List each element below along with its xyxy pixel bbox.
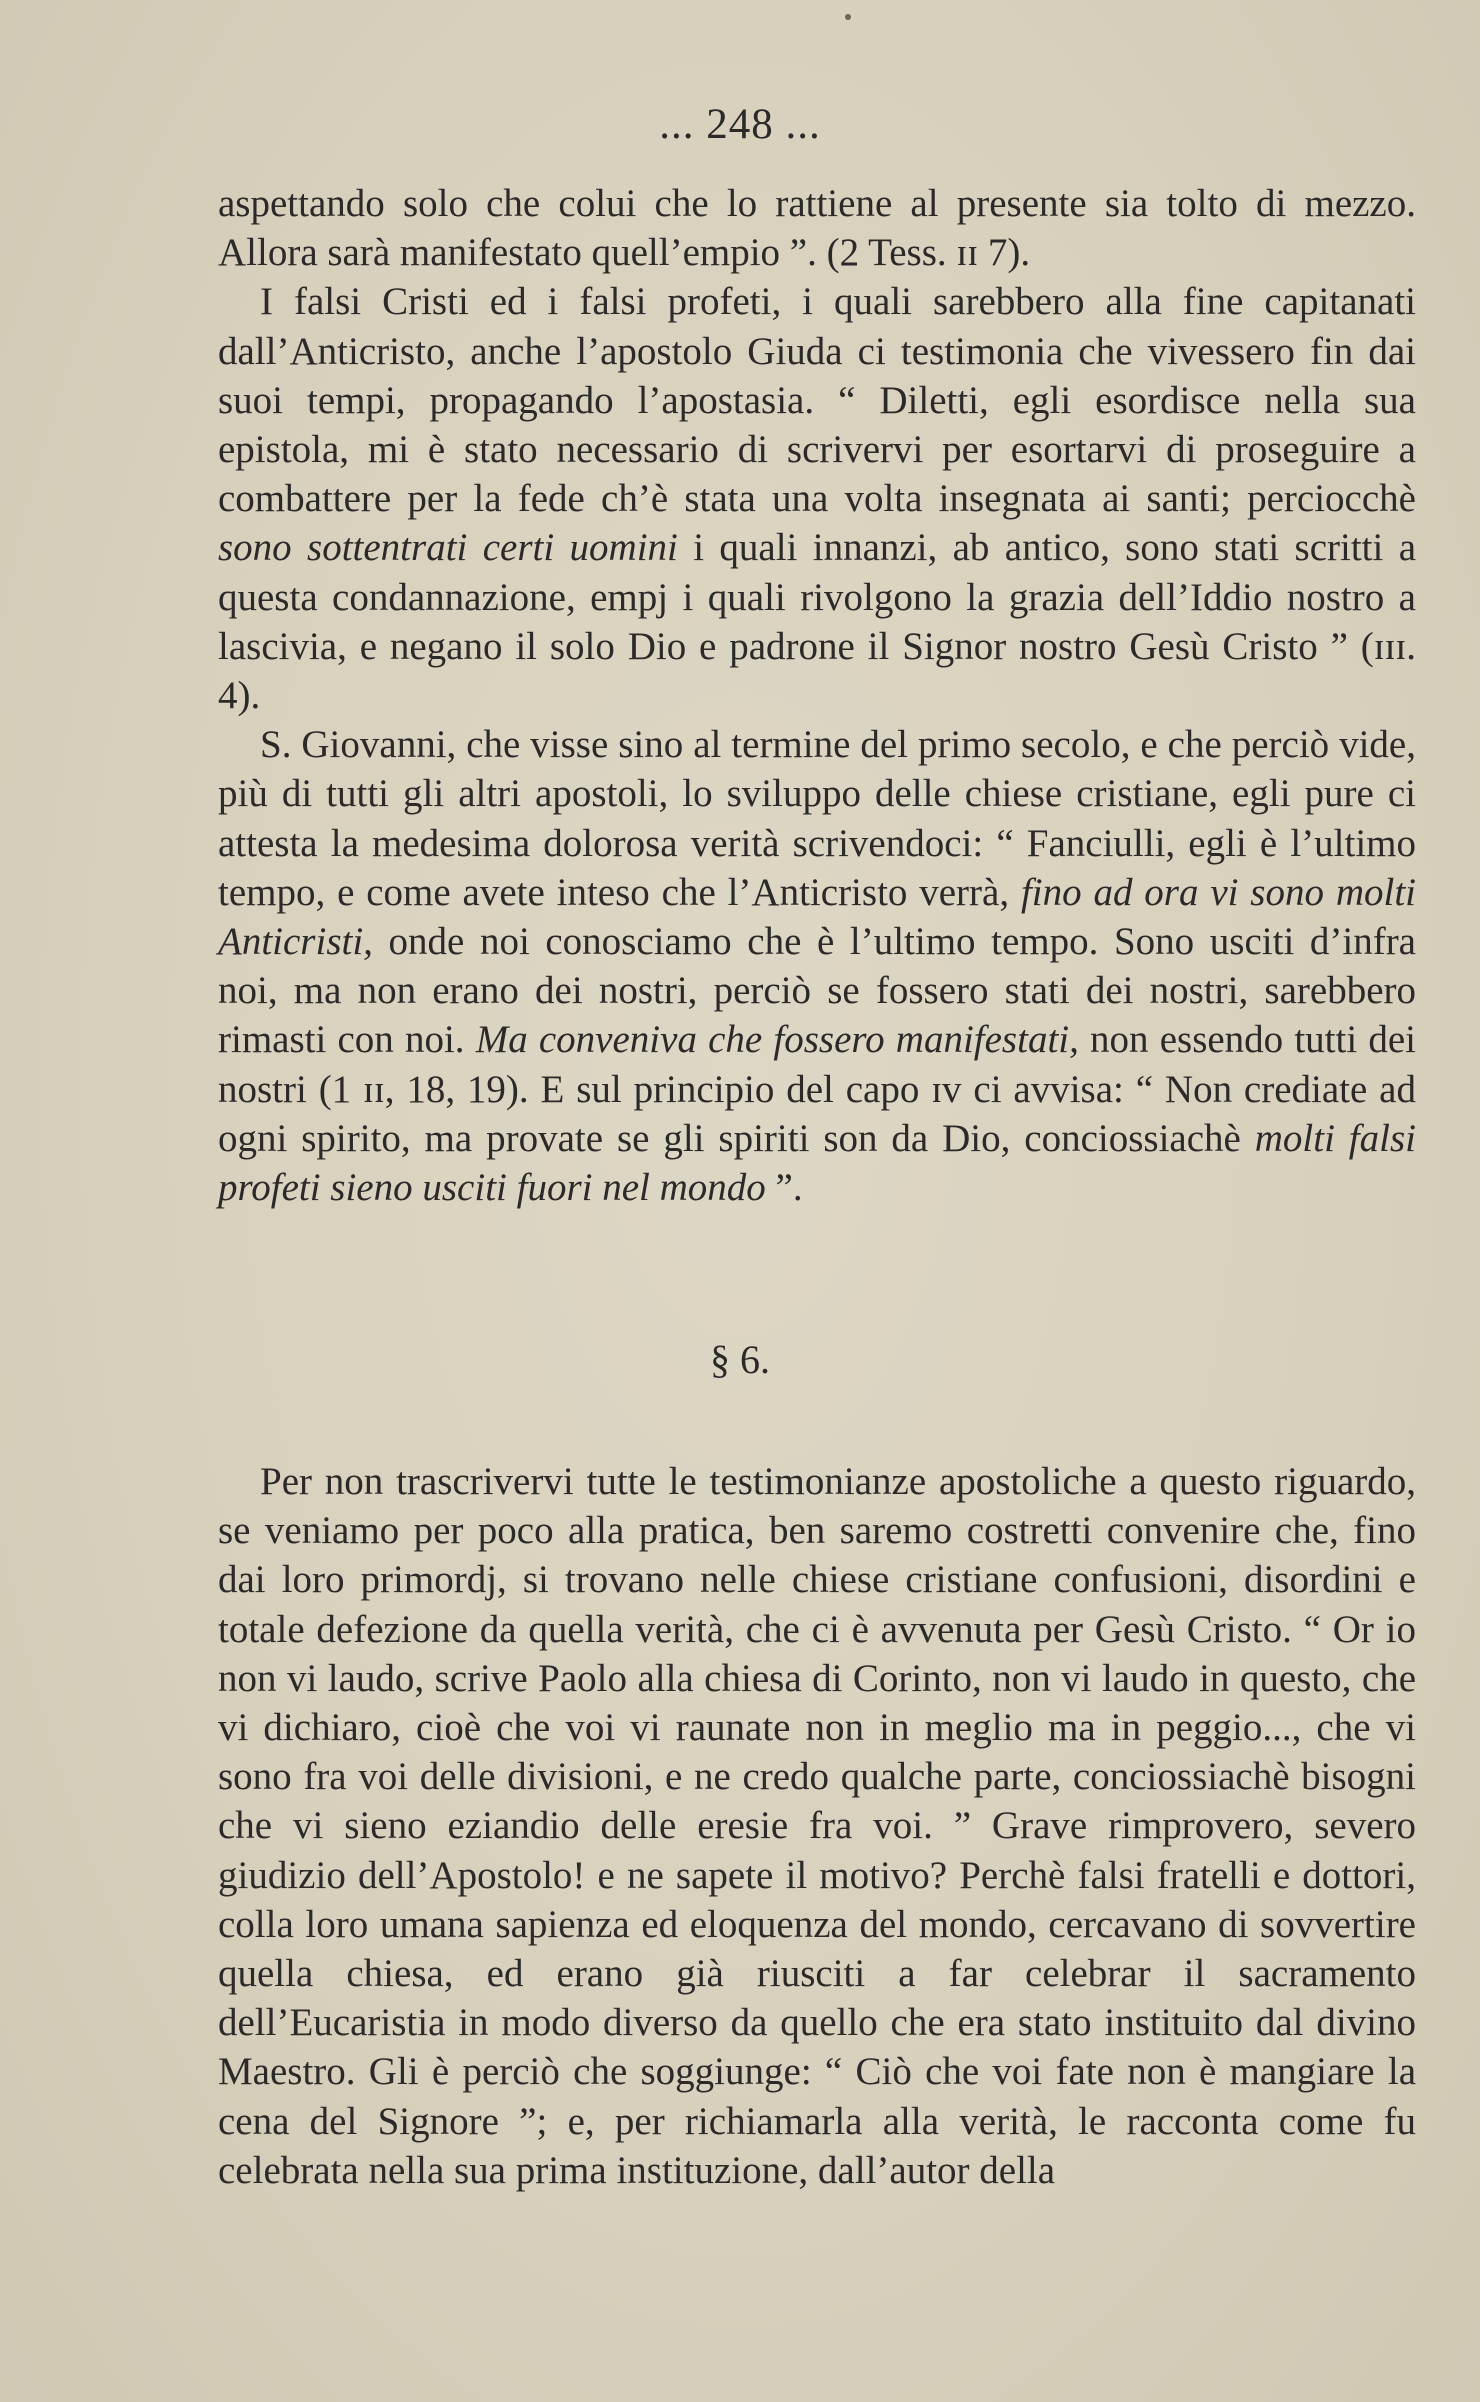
text-block-top: [218, 179, 1416, 1212]
page-number: ... 248 ...: [659, 101, 821, 148]
italic-emphasis: molti falsi profeti sieno usciti fuori nel mondo: [218, 1116, 1416, 1210]
paragraph-section-6: Per non trascrivervi tutte le testimonianze apostoliche a questo riguardo, se veniamo per poco alla pratica, ben saremo costretti convenire che, fino dai loro primordj, si trovano nelle chiese cristiane confusioni, disordini e totale defezione da quella verità, che ci è avvenuta per Gesù Cristo. “ Or io non vi laudo, scrive Paolo alla chiesa di Corinto, non vi laudo in questo, che vi dichiaro, cioè che voi vi raunate non in meglio ma in peggio..., che vi sono fra voi delle divisioni, e ne credo qualche parte, conciossiachè bisogni che vi sieno eziandio delle eresie fra voi. ” Grave rimprovero, severo giudizio dell’Apostolo! e ne sapete il motivo? Perchè falsi fratelli e dottori, colla loro umana sapienza ed eloquenza del mondo, cercavano di sovvertire quella chiesa, ed erano già riusciti a far celebrar il sacramento dell’Eucaristia in modo diverso da quello che era stato instituito dal divino Maestro. Gli è perciò che soggiunge: “ Ciò che voi fate non è mangiare la cena del Signore ”; e, per richiamarla alla verità, le racconta come fu celebrata nella sua prima instituzione, dall’autor della: [218, 1460, 1416, 2192]
paragraph-text: I falsi Cristi ed i falsi profeti, i quali sarebbero alla fine capitanati dall’Anticristo, anche l’apostolo Giuda ci testimonia che vivessero fin dai suoi tempi, propagando l’apostasia. “ Diletti, egli esordisce nella sua epistola, mi è stato necessario di scrivervi per esortarvi di proseguire a combattere per la fede ch’è stata una volta insegnata ai santi; perciocchè: [218, 280, 1416, 521]
paper-speck: [845, 14, 851, 20]
italic-emphasis: sono sottentrati certi uomini: [218, 526, 678, 570]
paragraph-giovanni: [218, 720, 1416, 1212]
paragraph-text: ”.: [765, 1166, 803, 1210]
paragraph-continuation: aspettando solo che colui che lo rattiene al presente sia tolto di mezzo. Allora sarà manifestato quell’empio ”. (2 Tess. ɪɪ 7).: [218, 182, 1416, 275]
text-block-bottom: [218, 1457, 1416, 2195]
paragraph-giuda: [218, 277, 1416, 720]
italic-emphasis: Ma conveniva che fossero manifestati,: [475, 1018, 1079, 1062]
paragraph-text: onde noi conosciamo che è l’ultimo tempo. Sono usciti d’infra noi, ma non erano dei nostri, perciò se fossero stati dei nostri, sarebbero rimasti con noi.: [218, 920, 1416, 1062]
section-heading: § 6.: [710, 1337, 770, 1382]
italic-emphasis: fino ad ora vi sono molti Anticristi,: [218, 870, 1416, 964]
paragraph-text: i quali innanzi, ab antico, sono stati scritti a questa condannazione, empj i quali rivolgono la grazia dell’Iddio nostro a lascivia, e negano il solo Dio e padrone il Signor nostro Gesù Cristo ” (ɪɪɪ. 4).: [218, 526, 1416, 718]
paragraph-text: S. Giovanni, che visse sino al termine del primo secolo, e che perciò vide, più di tutti gli altri apostoli, lo sviluppo delle chiese cristiane, egli pure ci attesta la medesima dolorosa verità scrivendoci: “ Fanciulli, egli è l’ultimo tempo, e come avete inteso che l’Anticristo verrà,: [218, 723, 1416, 914]
paragraph-text: non essendo tutti dei nostri (1 ɪɪ, 18, 19). E sul principio del capo ɪᴠ ci avvisa: “ Non crediate ad ogni spirito, ma provate se gli spiriti son da Dio, conciossiachè: [218, 1018, 1416, 1160]
